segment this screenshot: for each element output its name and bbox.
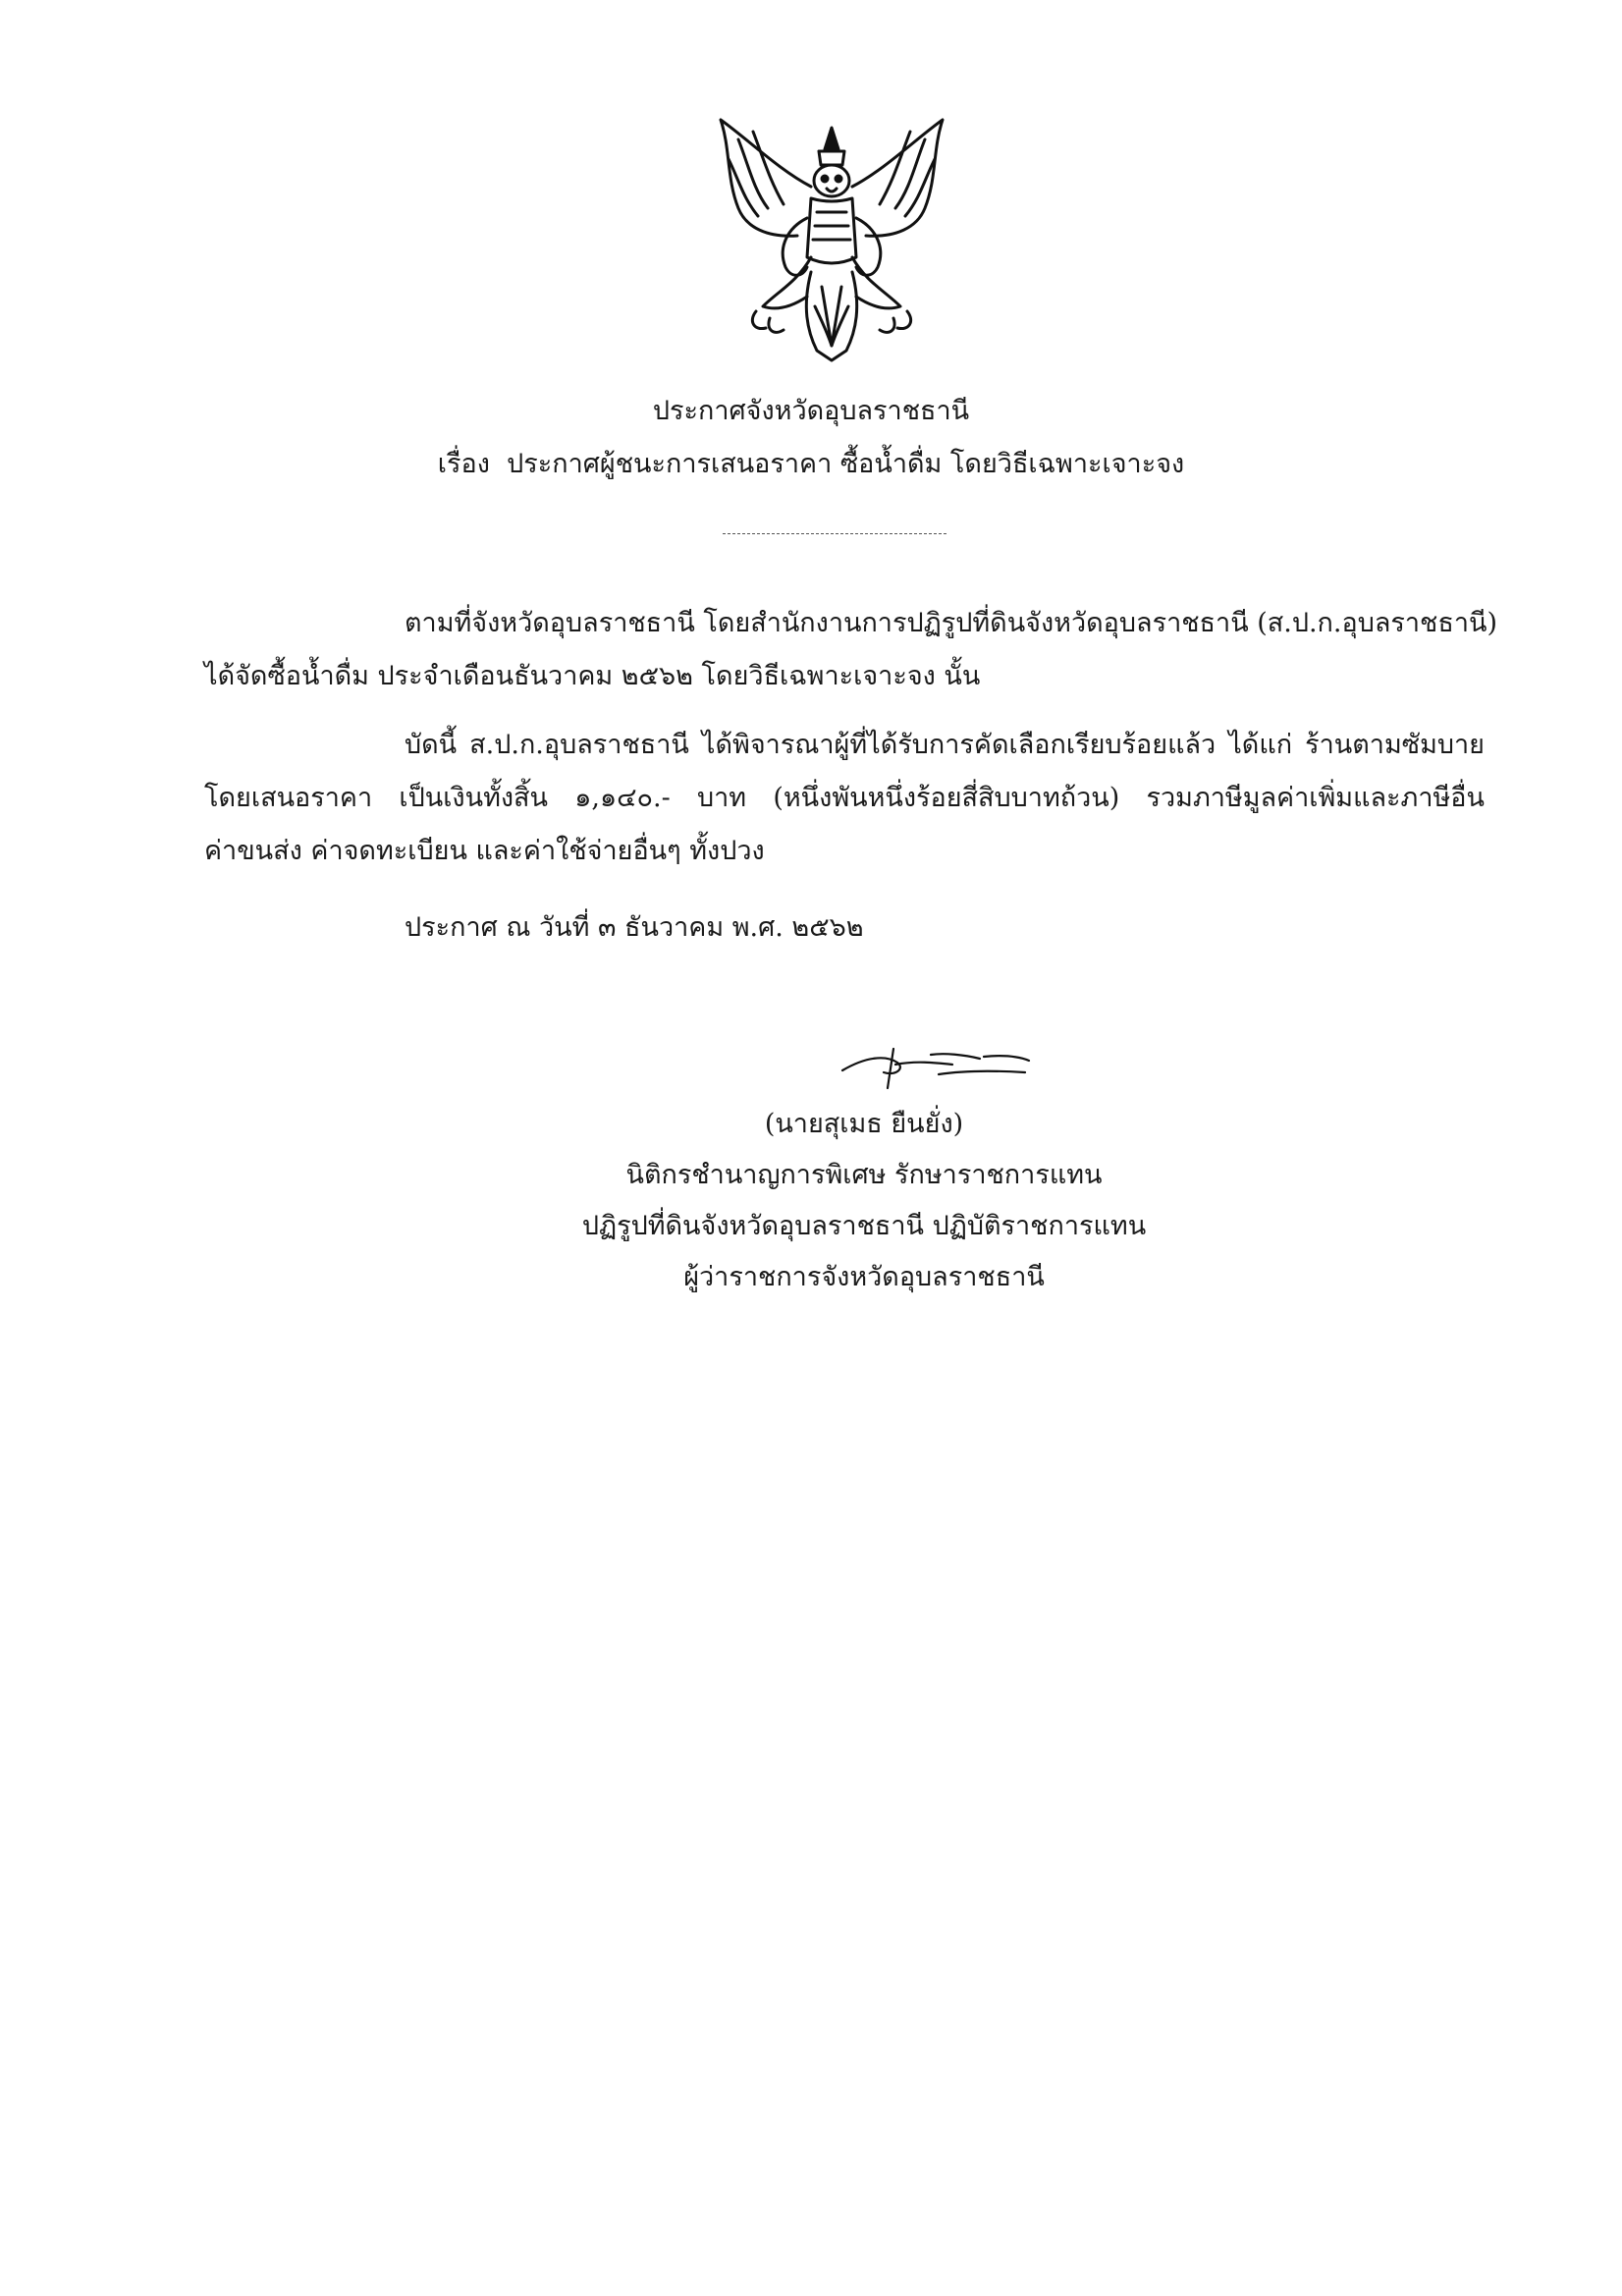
subject-label: เรื่อง bbox=[437, 449, 490, 479]
signatory-position-3: ผู้ว่าราชการจังหวัดอุบลราชธานี bbox=[683, 1262, 1045, 1292]
announcement-title: ประกาศจังหวัดอุบลราชธานี bbox=[652, 396, 970, 426]
paragraph-1-line-1: ตามที่จังหวัดอุบลราชธานี โดยสำนักงานการปฏิรูปที่ดินจังหวัดอุบลราชธานี (ส.ป.ก.อุบลราชธานี) bbox=[405, 608, 1497, 638]
paragraph-1-line-2: ได้จัดซื้อน้ำดื่ม ประจำเดือนธันวาคม ๒๕๖๒ โดยวิธีเฉพาะเจาะจง นั้น bbox=[204, 661, 981, 691]
handwritten-signature bbox=[837, 1043, 1033, 1090]
signatory-name: (นายสุเมธ ยืนยั่ง) bbox=[764, 1109, 964, 1139]
paragraph-2-line-1: บัดนี้ ส.ป.ก.อุบลราชธานี ได้พิจารณาผู้ที่ได้รับการคัดเลือกเรียบร้อยแล้ว ได้แก่ ร้านตามซัมบาย bbox=[405, 730, 1485, 760]
garuda-emblem-icon bbox=[709, 110, 954, 365]
signatory-position-1: นิติกรชำนาญการพิเศษ รักษาราชการแทน bbox=[625, 1160, 1103, 1190]
announcement-date: ประกาศ ณ วันที่ ๓ ธันวาคม พ.ศ. ๒๕๖๒ bbox=[405, 912, 864, 943]
paragraph-2-line-3: ค่าขนส่ง ค่าจดทะเบียน และค่าใช้จ่ายอื่นๆ ทั้งปวง bbox=[204, 836, 765, 866]
announcement-subject-line bbox=[0, 448, 1622, 481]
paragraph-2-line-2: โดยเสนอราคา เป็นเงินทั้งสิ้น ๑,๑๔๐.- บาท (หนึ่งพันหนึ่งร้อยสี่สิบบาทถ้วน) รวมภาษีมูลค่าเพิ่มและภาษีอื่น bbox=[204, 783, 1485, 813]
divider bbox=[723, 533, 946, 534]
signatory-position-2: ปฏิรูปที่ดินจังหวัดอุบลราชธานี ปฏิบัติราชการแทน bbox=[581, 1211, 1147, 1241]
subject-text: ประกาศผู้ชนะการเสนอราคา ซื้อน้ำดื่ม โดยวิธีเฉพาะเจาะจง bbox=[507, 449, 1185, 479]
